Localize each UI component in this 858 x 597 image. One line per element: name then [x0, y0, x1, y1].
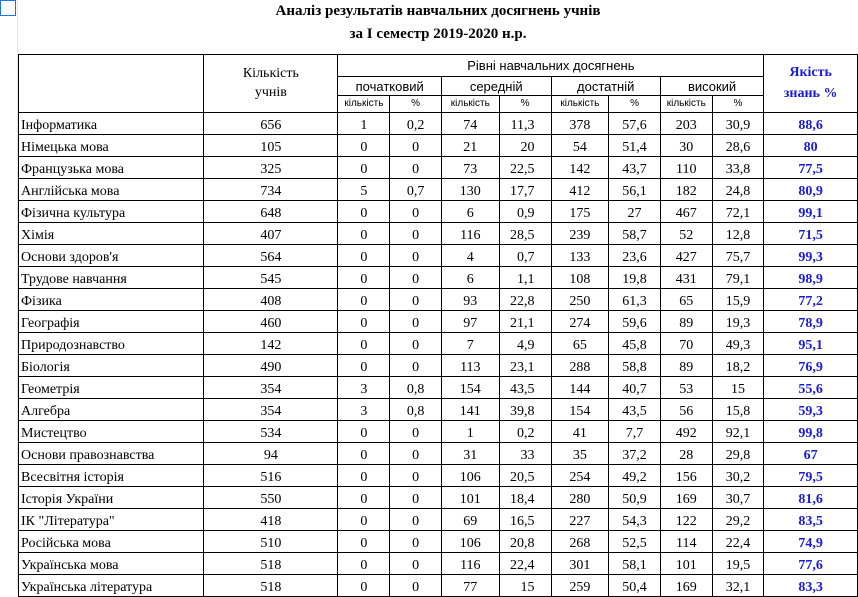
student-count-cell[interactable]: 94: [204, 443, 338, 465]
sufficient-count-cell[interactable]: 142: [551, 157, 609, 179]
student-count-cell[interactable]: 418: [204, 509, 338, 531]
table-row: [19, 421, 858, 443]
high-count-cell[interactable]: 28: [660, 443, 712, 465]
initial-count-cell[interactable]: 0: [338, 509, 390, 531]
quality-cell[interactable]: 78,9: [764, 311, 858, 333]
sufficient-count-cell[interactable]: 108: [551, 267, 609, 289]
initial-count-cell[interactable]: 0: [338, 333, 390, 355]
subject-cell[interactable]: Фізична культура: [19, 201, 204, 223]
high-count-cell[interactable]: 203: [660, 113, 712, 135]
quality-cell[interactable]: 67: [764, 443, 858, 465]
sufficient-percent-cell[interactable]: 49,2: [609, 465, 661, 487]
high-percent-cell[interactable]: 24,8: [712, 179, 764, 201]
initial-percent-cell[interactable]: 0: [390, 289, 442, 311]
initial-count-cell[interactable]: 0: [338, 487, 390, 509]
initial-percent-cell[interactable]: 0: [390, 157, 442, 179]
subject-cell[interactable]: Німецька мова: [19, 135, 204, 157]
quality-cell[interactable]: 83,5: [764, 509, 858, 531]
medium-count-cell[interactable]: 101: [441, 487, 499, 509]
table-row: [19, 553, 858, 575]
quality-cell[interactable]: 74,9: [764, 531, 858, 553]
initial-percent-cell[interactable]: 0: [390, 311, 442, 333]
student-count-cell[interactable]: 656: [204, 113, 338, 135]
medium-percent-cell[interactable]: 22,4: [499, 553, 551, 575]
high-count-cell[interactable]: 89: [660, 355, 712, 377]
sub-count-header: кількість: [338, 96, 390, 113]
high-percent-cell[interactable]: 79,1: [712, 267, 764, 289]
medium-percent-cell[interactable]: 0,2: [499, 421, 551, 443]
student-count-cell[interactable]: 460: [204, 311, 338, 333]
initial-percent-cell[interactable]: 0: [390, 245, 442, 267]
medium-count-cell[interactable]: 106: [441, 531, 499, 553]
medium-percent-cell[interactable]: 33: [499, 443, 551, 465]
initial-count-cell[interactable]: 0: [338, 223, 390, 245]
student-count-cell[interactable]: 490: [204, 355, 338, 377]
medium-count-cell[interactable]: 7: [441, 333, 499, 355]
sufficient-count-cell[interactable]: 250: [551, 289, 609, 311]
initial-count-cell[interactable]: 0: [338, 421, 390, 443]
quality-cell[interactable]: 77,5: [764, 157, 858, 179]
high-percent-cell[interactable]: 28,6: [712, 135, 764, 157]
medium-percent-cell[interactable]: 1,1: [499, 267, 551, 289]
level-high-header: високий: [660, 77, 763, 96]
medium-count-cell[interactable]: 74: [441, 113, 499, 135]
high-count-cell[interactable]: 114: [660, 531, 712, 553]
sufficient-percent-cell[interactable]: 50,4: [609, 575, 661, 597]
medium-percent-cell[interactable]: 22,8: [499, 289, 551, 311]
sufficient-count-cell[interactable]: 239: [551, 223, 609, 245]
medium-count-cell[interactable]: 31: [441, 443, 499, 465]
table-row: [19, 179, 858, 201]
medium-percent-cell[interactable]: 20,5: [499, 465, 551, 487]
sufficient-percent-cell[interactable]: 43,5: [609, 399, 661, 421]
medium-count-cell[interactable]: 154: [441, 377, 499, 399]
student-count-cell[interactable]: 325: [204, 157, 338, 179]
high-percent-cell[interactable]: 22,4: [712, 531, 764, 553]
high-percent-cell[interactable]: 29,2: [712, 509, 764, 531]
table-row: [19, 377, 858, 399]
table-row: [19, 333, 858, 355]
high-count-cell[interactable]: 182: [660, 179, 712, 201]
medium-percent-cell[interactable]: 18,4: [499, 487, 551, 509]
initial-percent-cell[interactable]: 0: [390, 421, 442, 443]
student-count-cell[interactable]: 550: [204, 487, 338, 509]
subject-cell[interactable]: Природознавство: [19, 333, 204, 355]
table-row: [19, 531, 858, 553]
initial-percent-cell[interactable]: 0: [390, 575, 442, 597]
sufficient-count-cell[interactable]: 254: [551, 465, 609, 487]
high-percent-cell[interactable]: 72,1: [712, 201, 764, 223]
quality-cell[interactable]: 59,3: [764, 399, 858, 421]
quality-cell[interactable]: 55,6: [764, 377, 858, 399]
table-row: [19, 575, 858, 597]
table-row: [19, 267, 858, 289]
student-count-cell[interactable]: 518: [204, 575, 338, 597]
initial-count-cell[interactable]: 0: [338, 289, 390, 311]
high-percent-cell[interactable]: 15: [712, 377, 764, 399]
initial-percent-cell[interactable]: 0: [390, 553, 442, 575]
student-count-cell[interactable]: 510: [204, 531, 338, 553]
page-title: Аналіз результатів навчальних досягнень учнів: [275, 3, 601, 19]
quality-header-label: Якість знань %: [783, 65, 838, 101]
sufficient-percent-cell[interactable]: 19,8: [609, 267, 661, 289]
cell-selection-corner[interactable]: [0, 0, 16, 16]
subject-cell[interactable]: Інформатика: [19, 113, 204, 135]
sufficient-count-cell[interactable]: 54: [551, 135, 609, 157]
medium-percent-cell[interactable]: 21,1: [499, 311, 551, 333]
sub-count-header: кількість: [551, 96, 609, 113]
initial-count-cell[interactable]: 1: [338, 113, 390, 135]
initial-count-cell[interactable]: 0: [338, 245, 390, 267]
medium-percent-cell[interactable]: 22,5: [499, 157, 551, 179]
initial-count-cell[interactable]: 0: [338, 531, 390, 553]
initial-percent-cell[interactable]: 0: [390, 333, 442, 355]
medium-count-cell[interactable]: 113: [441, 355, 499, 377]
initial-percent-cell[interactable]: 0: [390, 443, 442, 465]
medium-count-cell[interactable]: 106: [441, 465, 499, 487]
quality-cell[interactable]: 99,8: [764, 421, 858, 443]
student-count-cell[interactable]: 408: [204, 289, 338, 311]
quality-cell[interactable]: 80,9: [764, 179, 858, 201]
sub-percent-header: %: [390, 96, 442, 113]
spacer-row: [19, 46, 858, 55]
medium-percent-cell[interactable]: 16,5: [499, 509, 551, 531]
medium-percent-cell[interactable]: 20: [499, 135, 551, 157]
sufficient-percent-cell[interactable]: 54,3: [609, 509, 661, 531]
high-count-cell[interactable]: 52: [660, 223, 712, 245]
table-row: [19, 443, 858, 465]
quality-cell[interactable]: 77,2: [764, 289, 858, 311]
medium-percent-cell[interactable]: 23,1: [499, 355, 551, 377]
results-table: [18, 0, 858, 597]
medium-percent-cell[interactable]: 20,8: [499, 531, 551, 553]
high-percent-cell[interactable]: 32,1: [712, 575, 764, 597]
high-count-cell[interactable]: 110: [660, 157, 712, 179]
high-count-cell[interactable]: 492: [660, 421, 712, 443]
high-percent-cell[interactable]: 75,7: [712, 245, 764, 267]
subject-cell[interactable]: Трудове навчання: [19, 267, 204, 289]
sufficient-count-cell[interactable]: 35: [551, 443, 609, 465]
sufficient-count-cell[interactable]: 259: [551, 575, 609, 597]
high-count-cell[interactable]: 56: [660, 399, 712, 421]
high-percent-cell[interactable]: 19,3: [712, 311, 764, 333]
sufficient-count-cell[interactable]: 268: [551, 531, 609, 553]
subject-cell[interactable]: Російська мова: [19, 531, 204, 553]
initial-count-cell[interactable]: 0: [338, 135, 390, 157]
medium-count-cell[interactable]: 6: [441, 267, 499, 289]
high-percent-cell[interactable]: 18,2: [712, 355, 764, 377]
table-row: [19, 157, 858, 179]
quality-cell[interactable]: 76,9: [764, 355, 858, 377]
sufficient-percent-cell[interactable]: 43,7: [609, 157, 661, 179]
student-count-cell[interactable]: 105: [204, 135, 338, 157]
student-count-cell[interactable]: 545: [204, 267, 338, 289]
medium-count-cell[interactable]: 141: [441, 399, 499, 421]
level-initial-header: початковий: [338, 77, 441, 96]
initial-count-cell[interactable]: 0: [338, 267, 390, 289]
medium-count-cell[interactable]: 93: [441, 289, 499, 311]
medium-percent-cell[interactable]: 17,7: [499, 179, 551, 201]
sub-count-header: кількість: [441, 96, 499, 113]
medium-count-cell[interactable]: 97: [441, 311, 499, 333]
quality-cell[interactable]: 99,3: [764, 245, 858, 267]
sufficient-count-cell[interactable]: 280: [551, 487, 609, 509]
initial-count-cell[interactable]: 0: [338, 157, 390, 179]
medium-percent-cell[interactable]: 39,8: [499, 399, 551, 421]
quality-cell[interactable]: 83,3: [764, 575, 858, 597]
sub-count-header: кількість: [660, 96, 712, 113]
initial-percent-cell[interactable]: 0: [390, 509, 442, 531]
high-percent-cell[interactable]: 15,9: [712, 289, 764, 311]
sufficient-percent-cell[interactable]: 61,3: [609, 289, 661, 311]
medium-count-cell[interactable]: 21: [441, 135, 499, 157]
sufficient-count-cell[interactable]: 378: [551, 113, 609, 135]
sufficient-count-cell[interactable]: 288: [551, 355, 609, 377]
sufficient-count-cell[interactable]: 41: [551, 421, 609, 443]
table-row: [19, 311, 858, 333]
student-count-cell[interactable]: 142: [204, 333, 338, 355]
medium-count-cell[interactable]: 77: [441, 575, 499, 597]
medium-percent-cell[interactable]: 4,9: [499, 333, 551, 355]
initial-count-cell[interactable]: 0: [338, 201, 390, 223]
initial-count-cell[interactable]: 0: [338, 355, 390, 377]
high-percent-cell[interactable]: 12,8: [712, 223, 764, 245]
initial-percent-cell[interactable]: 0: [390, 135, 442, 157]
medium-percent-cell[interactable]: 0,9: [499, 201, 551, 223]
high-count-cell[interactable]: 169: [660, 575, 712, 597]
medium-percent-cell[interactable]: 28,5: [499, 223, 551, 245]
sufficient-count-cell[interactable]: 274: [551, 311, 609, 333]
medium-count-cell[interactable]: 116: [441, 553, 499, 575]
high-percent-cell[interactable]: 33,8: [712, 157, 764, 179]
sufficient-percent-cell[interactable]: 58,1: [609, 553, 661, 575]
high-count-cell[interactable]: 89: [660, 311, 712, 333]
medium-count-cell[interactable]: 6: [441, 201, 499, 223]
medium-percent-cell[interactable]: 0,7: [499, 245, 551, 267]
sufficient-percent-cell[interactable]: 57,6: [609, 113, 661, 135]
high-percent-cell[interactable]: 30,9: [712, 113, 764, 135]
table-row: [19, 245, 858, 267]
initial-count-cell[interactable]: 0: [338, 311, 390, 333]
sufficient-percent-cell[interactable]: 40,7: [609, 377, 661, 399]
subject-cell[interactable]: Основи здоров'я: [19, 245, 204, 267]
count-header: [204, 55, 338, 113]
subject-cell[interactable]: Всесвітня історія: [19, 465, 204, 487]
subject-cell[interactable]: Географія: [19, 311, 204, 333]
medium-percent-cell[interactable]: 15: [499, 575, 551, 597]
student-count-cell[interactable]: 564: [204, 245, 338, 267]
initial-percent-cell[interactable]: 0: [390, 355, 442, 377]
high-count-cell[interactable]: 156: [660, 465, 712, 487]
high-percent-cell[interactable]: 30,7: [712, 487, 764, 509]
subject-cell[interactable]: Французька мова: [19, 157, 204, 179]
initial-percent-cell[interactable]: 0: [390, 223, 442, 245]
quality-header: [764, 55, 858, 113]
subject-header: [19, 55, 204, 113]
sufficient-percent-cell[interactable]: 56,1: [609, 179, 661, 201]
high-count-cell[interactable]: 70: [660, 333, 712, 355]
initial-count-cell[interactable]: 5: [338, 179, 390, 201]
high-count-cell[interactable]: 65: [660, 289, 712, 311]
sufficient-percent-cell[interactable]: 52,5: [609, 531, 661, 553]
initial-percent-cell[interactable]: 0: [390, 487, 442, 509]
initial-count-cell[interactable]: 0: [338, 443, 390, 465]
high-count-cell[interactable]: 169: [660, 487, 712, 509]
sufficient-count-cell[interactable]: 144: [551, 377, 609, 399]
table-row: [19, 487, 858, 509]
student-count-cell[interactable]: 354: [204, 377, 338, 399]
medium-percent-cell[interactable]: 11,3: [499, 113, 551, 135]
sufficient-percent-cell[interactable]: 37,2: [609, 443, 661, 465]
sufficient-percent-cell[interactable]: 51,4: [609, 135, 661, 157]
medium-count-cell[interactable]: 1: [441, 421, 499, 443]
high-percent-cell[interactable]: 49,3: [712, 333, 764, 355]
student-count-cell[interactable]: 534: [204, 421, 338, 443]
sufficient-percent-cell[interactable]: 7,7: [609, 421, 661, 443]
medium-count-cell[interactable]: 116: [441, 223, 499, 245]
level-sufficient-header: достатній: [551, 77, 660, 96]
high-percent-cell[interactable]: 19,5: [712, 553, 764, 575]
subject-cell[interactable]: Основи правознавства: [19, 443, 204, 465]
subject-cell[interactable]: Українська література: [19, 575, 204, 597]
quality-cell[interactable]: 80: [764, 135, 858, 157]
initial-count-cell[interactable]: 0: [338, 575, 390, 597]
sufficient-count-cell[interactable]: 301: [551, 553, 609, 575]
initial-percent-cell[interactable]: 0: [390, 201, 442, 223]
medium-count-cell[interactable]: 69: [441, 509, 499, 531]
high-count-cell[interactable]: 122: [660, 509, 712, 531]
subject-cell[interactable]: ІК "Література": [19, 509, 204, 531]
sufficient-count-cell[interactable]: 154: [551, 399, 609, 421]
levels-header: Рівні навчальних досягнень: [338, 55, 764, 77]
subject-cell[interactable]: Історія України: [19, 487, 204, 509]
high-count-cell[interactable]: 101: [660, 553, 712, 575]
student-count-cell[interactable]: 516: [204, 465, 338, 487]
table-row: [19, 509, 858, 531]
subject-cell[interactable]: Мистецтво: [19, 421, 204, 443]
quality-cell[interactable]: 71,5: [764, 223, 858, 245]
medium-count-cell[interactable]: 130: [441, 179, 499, 201]
high-count-cell[interactable]: 431: [660, 267, 712, 289]
initial-percent-cell[interactable]: 0,8: [390, 399, 442, 421]
high-percent-cell[interactable]: 92,1: [712, 421, 764, 443]
initial-count-cell[interactable]: 3: [338, 377, 390, 399]
subject-cell[interactable]: Алгебра: [19, 399, 204, 421]
table-row: [19, 223, 858, 245]
sub-percent-header: %: [609, 96, 661, 113]
subject-cell[interactable]: Українська мова: [19, 553, 204, 575]
table-row: [19, 135, 858, 157]
medium-count-cell[interactable]: 4: [441, 245, 499, 267]
high-count-cell[interactable]: 53: [660, 377, 712, 399]
sufficient-count-cell[interactable]: 175: [551, 201, 609, 223]
student-count-cell[interactable]: 648: [204, 201, 338, 223]
initial-percent-cell[interactable]: 0,8: [390, 377, 442, 399]
sufficient-percent-cell[interactable]: 58,8: [609, 355, 661, 377]
student-count-cell[interactable]: 518: [204, 553, 338, 575]
sufficient-percent-cell[interactable]: 50,9: [609, 487, 661, 509]
student-count-cell[interactable]: 734: [204, 179, 338, 201]
subject-cell[interactable]: Хімія: [19, 223, 204, 245]
sufficient-count-cell[interactable]: 227: [551, 509, 609, 531]
page-subtitle: за І семестр 2019-2020 н.р.: [349, 26, 527, 42]
sufficient-count-cell[interactable]: 65: [551, 333, 609, 355]
table-row: [19, 201, 858, 223]
initial-count-cell[interactable]: 0: [338, 553, 390, 575]
sub-percent-header: %: [499, 96, 551, 113]
sufficient-percent-cell[interactable]: 45,8: [609, 333, 661, 355]
subject-cell[interactable]: Фізика: [19, 289, 204, 311]
table-row: [19, 113, 858, 135]
initial-percent-cell[interactable]: 0,7: [390, 179, 442, 201]
high-percent-cell[interactable]: 15,8: [712, 399, 764, 421]
subject-cell[interactable]: Біологія: [19, 355, 204, 377]
quality-cell[interactable]: 88,6: [764, 113, 858, 135]
quality-cell[interactable]: 98,9: [764, 267, 858, 289]
initial-percent-cell[interactable]: 0: [390, 267, 442, 289]
sufficient-count-cell[interactable]: 412: [551, 179, 609, 201]
sufficient-percent-cell[interactable]: 23,6: [609, 245, 661, 267]
table-row: [19, 465, 858, 487]
sufficient-count-cell[interactable]: 133: [551, 245, 609, 267]
quality-cell[interactable]: 99,1: [764, 201, 858, 223]
level-medium-header: середній: [441, 77, 551, 96]
subject-cell[interactable]: Геометрія: [19, 377, 204, 399]
student-count-cell[interactable]: 354: [204, 399, 338, 421]
initial-percent-cell[interactable]: 0,2: [390, 113, 442, 135]
sufficient-percent-cell[interactable]: 27: [609, 201, 661, 223]
subject-cell[interactable]: Англійська мова: [19, 179, 204, 201]
high-percent-cell[interactable]: 30,2: [712, 465, 764, 487]
table-row: [19, 355, 858, 377]
quality-cell[interactable]: 79,5: [764, 465, 858, 487]
quality-cell[interactable]: 77,6: [764, 553, 858, 575]
medium-percent-cell[interactable]: 43,5: [499, 377, 551, 399]
table-row: [19, 399, 858, 421]
initial-percent-cell[interactable]: 0: [390, 465, 442, 487]
high-percent-cell[interactable]: 29,8: [712, 443, 764, 465]
student-count-cell[interactable]: 407: [204, 223, 338, 245]
initial-count-cell[interactable]: 3: [338, 399, 390, 421]
quality-cell[interactable]: 81,6: [764, 487, 858, 509]
high-count-cell[interactable]: 427: [660, 245, 712, 267]
count-header-label: Кількість учнів: [242, 66, 299, 100]
medium-count-cell[interactable]: 73: [441, 157, 499, 179]
high-count-cell[interactable]: 467: [660, 201, 712, 223]
sufficient-percent-cell[interactable]: 59,6: [609, 311, 661, 333]
initial-percent-cell[interactable]: 0: [390, 531, 442, 553]
table-row: [19, 289, 858, 311]
high-count-cell[interactable]: 30: [660, 135, 712, 157]
quality-cell[interactable]: 95,1: [764, 333, 858, 355]
sub-percent-header: %: [712, 96, 764, 113]
initial-count-cell[interactable]: 0: [338, 465, 390, 487]
sufficient-percent-cell[interactable]: 58,7: [609, 223, 661, 245]
